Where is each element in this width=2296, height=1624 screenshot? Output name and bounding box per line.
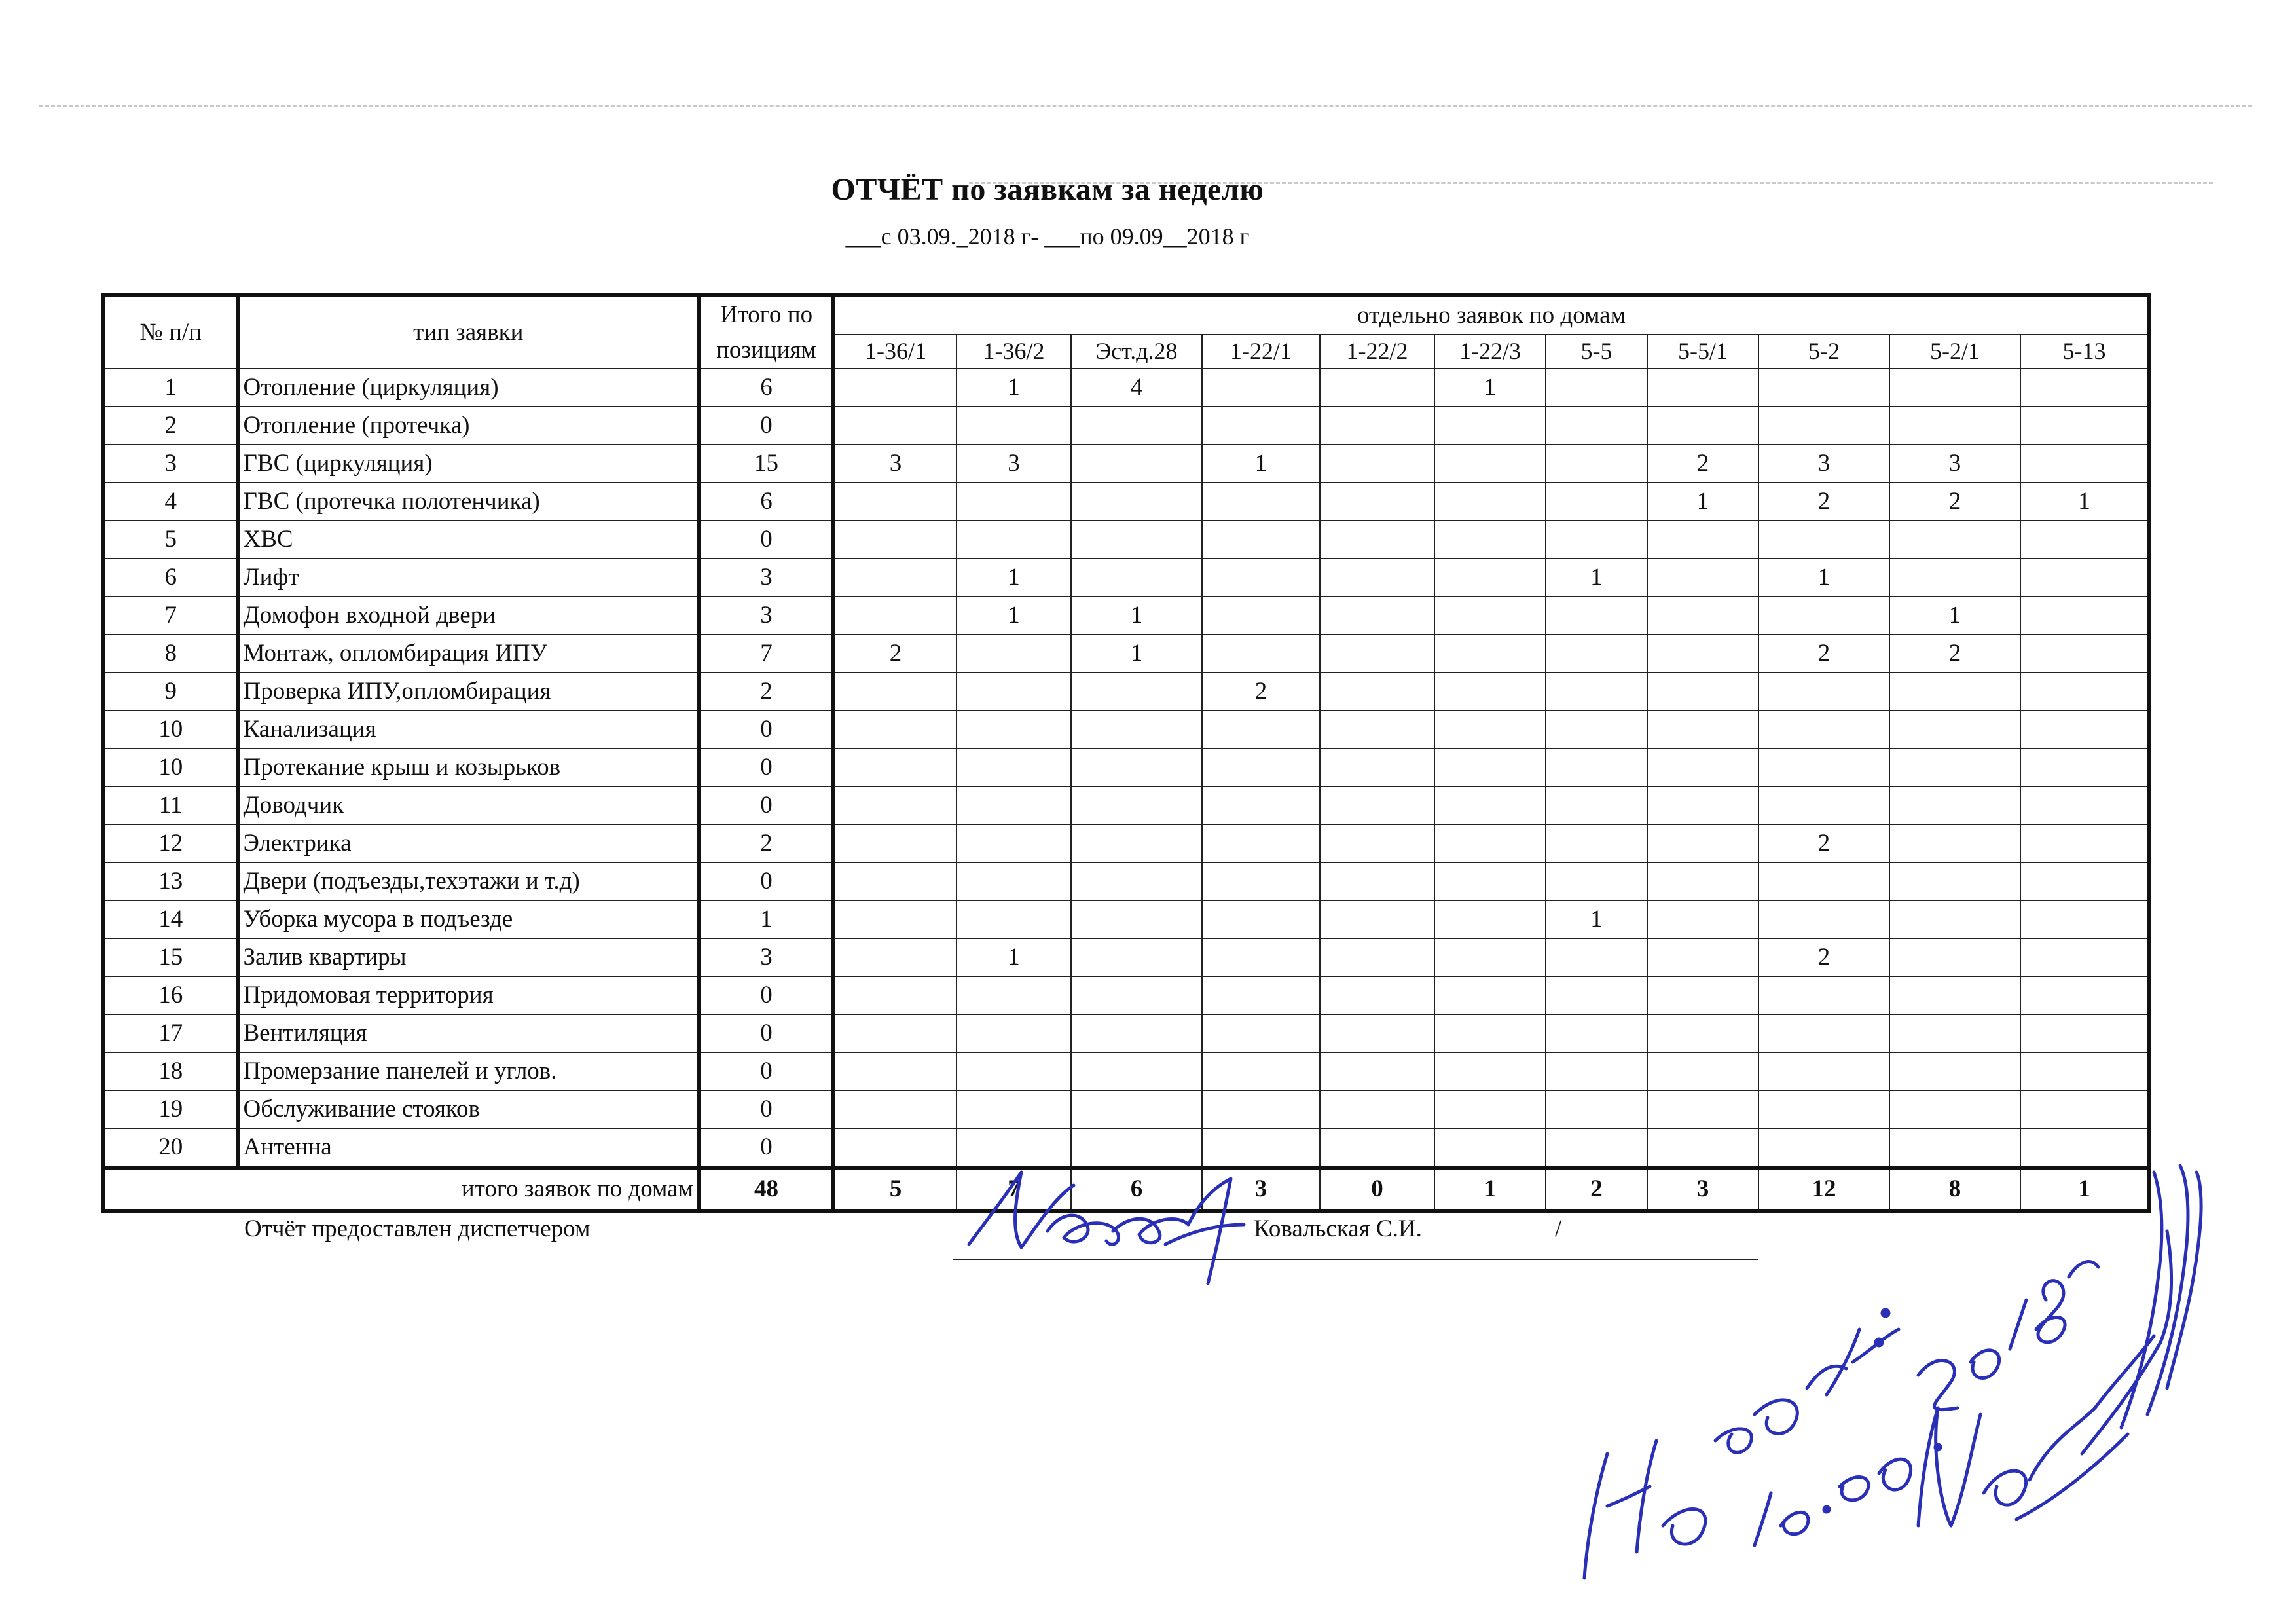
row-number: 1	[103, 369, 238, 407]
request-type: ГВС (циркуляция)	[238, 445, 699, 483]
summary-total: 48	[699, 1168, 833, 1211]
row-number: 19	[103, 1090, 238, 1128]
row-total: 3	[699, 559, 833, 597]
row-number: 2	[103, 407, 238, 445]
row-number: 10	[103, 748, 238, 786]
request-type: ХВС	[238, 521, 699, 559]
header-num: № п/п	[103, 295, 238, 369]
row-number: 9	[103, 673, 238, 710]
report-title: ОТЧЁТ по заявкам за неделю	[831, 172, 1264, 207]
house-count-cell: 1	[957, 369, 1071, 407]
row-number: 3	[103, 445, 238, 483]
house-count-cell: 1	[1202, 445, 1320, 483]
house-count-cell: 2	[1758, 824, 1889, 862]
request-type: Протекание крыш и козырьков	[238, 748, 699, 786]
header-house: 1-36/1	[833, 335, 957, 369]
dispatcher-signature	[969, 1172, 1244, 1283]
house-count-cell: 2	[1758, 483, 1889, 521]
provided-by-label: Отчёт предоставлен диспетчером	[244, 1215, 591, 1242]
house-count-cell: 3	[833, 445, 957, 483]
row-total: 0	[699, 710, 833, 748]
house-count-cell: 2	[1202, 673, 1320, 710]
house-count-cell: 2	[1889, 635, 2020, 673]
request-type: Доводчик	[238, 786, 699, 824]
house-count-cell: 1	[1071, 597, 1202, 635]
house-count-cell: 1	[1758, 559, 1889, 597]
header-house: 1-22/2	[1320, 335, 1434, 369]
header-house: 5-5/1	[1647, 335, 1758, 369]
house-count-cell: 2	[1647, 445, 1758, 483]
summary-label: итого заявок по домам	[103, 1168, 699, 1211]
header-house: 5-5	[1546, 335, 1647, 369]
row-number: 15	[103, 938, 238, 976]
summary-house-cell: 7	[957, 1168, 1071, 1211]
header-total: Итого по позициям	[699, 295, 833, 369]
header-houses-group: отдельно заявок по домам	[833, 295, 2149, 335]
row-number: 5	[103, 521, 238, 559]
request-type: Лифт	[238, 559, 699, 597]
header-house: 1-22/3	[1434, 335, 1546, 369]
request-type: ГВС (протечка полотенчика)	[238, 483, 699, 521]
row-total: 3	[699, 597, 833, 635]
house-count-cell: 1	[957, 559, 1071, 597]
request-type: Залив квартиры	[238, 938, 699, 976]
row-total: 0	[699, 786, 833, 824]
row-total: 6	[699, 483, 833, 521]
row-total: 6	[699, 369, 833, 407]
row-total: 0	[699, 976, 833, 1014]
row-number: 17	[103, 1014, 238, 1052]
header-house: 1-22/1	[1202, 335, 1320, 369]
dispatcher-name: Ковальская С.И.	[1254, 1215, 1422, 1242]
row-total: 15	[699, 445, 833, 483]
house-count-cell: 2	[1758, 938, 1889, 976]
row-number: 13	[103, 862, 238, 900]
summary-house-cell: 12	[1758, 1168, 1889, 1211]
request-type: Уборка мусора в подъезде	[238, 900, 699, 938]
row-total: 0	[699, 1014, 833, 1052]
house-count-cell: 1	[1889, 597, 2020, 635]
request-type: Электрика	[238, 824, 699, 862]
summary-house-cell: 8	[1889, 1168, 2020, 1211]
house-count-cell: 1	[2020, 483, 2149, 521]
request-type: Домофон входной двери	[238, 597, 699, 635]
request-type: Вентиляция	[238, 1014, 699, 1052]
house-count-cell: 1	[1546, 900, 1647, 938]
manager-signature	[1918, 1166, 2201, 1526]
row-total: 0	[699, 1052, 833, 1090]
house-count-cell: 1	[1647, 483, 1758, 521]
row-number: 18	[103, 1052, 238, 1090]
summary-house-cell: 6	[1071, 1168, 1202, 1211]
house-count-cell: 1	[1546, 559, 1647, 597]
row-number: 16	[103, 976, 238, 1014]
header-house: 5-2/1	[1889, 335, 2020, 369]
row-total: 0	[699, 407, 833, 445]
request-type: Придомовая территория	[238, 976, 699, 1014]
house-count-cell: 1	[957, 938, 1071, 976]
request-type: Антенна	[238, 1128, 699, 1168]
row-total: 2	[699, 673, 833, 710]
row-total: 1	[699, 900, 833, 938]
row-total: 0	[699, 1090, 833, 1128]
house-count-cell: 2	[1889, 483, 2020, 521]
summary-house-cell: 0	[1320, 1168, 1434, 1211]
website-note-ink	[1584, 1310, 1899, 1578]
row-total: 0	[699, 748, 833, 786]
header-house: Эст.д.28	[1071, 335, 1202, 369]
summary-house-cell: 1	[1434, 1168, 1546, 1211]
header-house: 5-13	[2020, 335, 2149, 369]
header-house: 5-2	[1758, 335, 1889, 369]
row-number: 14	[103, 900, 238, 938]
request-type: Промерзание панелей и углов.	[238, 1052, 699, 1090]
row-number: 4	[103, 483, 238, 521]
request-type: Двери (подъезды,техэтажи и т.д)	[238, 862, 699, 900]
request-type: Отопление (протечка)	[238, 407, 699, 445]
house-count-cell: 3	[957, 445, 1071, 483]
row-number: 11	[103, 786, 238, 824]
request-type: Проверка ИПУ,опломбирация	[238, 673, 699, 710]
row-number: 8	[103, 635, 238, 673]
house-count-cell: 2	[833, 635, 957, 673]
request-type: Отопление (циркуляция)	[238, 369, 699, 407]
summary-house-cell: 2	[1546, 1168, 1647, 1211]
row-number: 7	[103, 597, 238, 635]
signature-slash: /	[1555, 1215, 1562, 1242]
house-count-cell: 4	[1071, 369, 1202, 407]
request-type: Канализация	[238, 710, 699, 748]
summary-house-cell: 3	[1202, 1168, 1320, 1211]
house-count-cell: 1	[1071, 635, 1202, 673]
report-period: ___с 03.09._2018 г- ___по 09.09__2018 г	[845, 223, 1250, 249]
summary-house-cell: 3	[1647, 1168, 1758, 1211]
row-total: 3	[699, 938, 833, 976]
request-type: Монтаж, опломбирация ИПУ	[238, 635, 699, 673]
row-number: 12	[103, 824, 238, 862]
house-count-cell: 1	[957, 597, 1071, 635]
row-number: 20	[103, 1128, 238, 1168]
row-number: 6	[103, 559, 238, 597]
header-house: 1-36/2	[957, 335, 1071, 369]
house-count-cell: 3	[1889, 445, 2020, 483]
row-total: 7	[699, 635, 833, 673]
row-number: 10	[103, 710, 238, 748]
house-count-cell: 1	[1434, 369, 1546, 407]
request-type: Обслуживание стояков	[238, 1090, 699, 1128]
house-count-cell: 3	[1758, 445, 1889, 483]
header-type: тип заявки	[238, 295, 699, 369]
row-total: 2	[699, 824, 833, 862]
row-total: 0	[699, 1128, 833, 1168]
summary-house-cell: 5	[833, 1168, 957, 1211]
summary-house-cell: 1	[2020, 1168, 2149, 1211]
row-total: 0	[699, 521, 833, 559]
row-total: 0	[699, 862, 833, 900]
house-count-cell: 2	[1758, 635, 1889, 673]
